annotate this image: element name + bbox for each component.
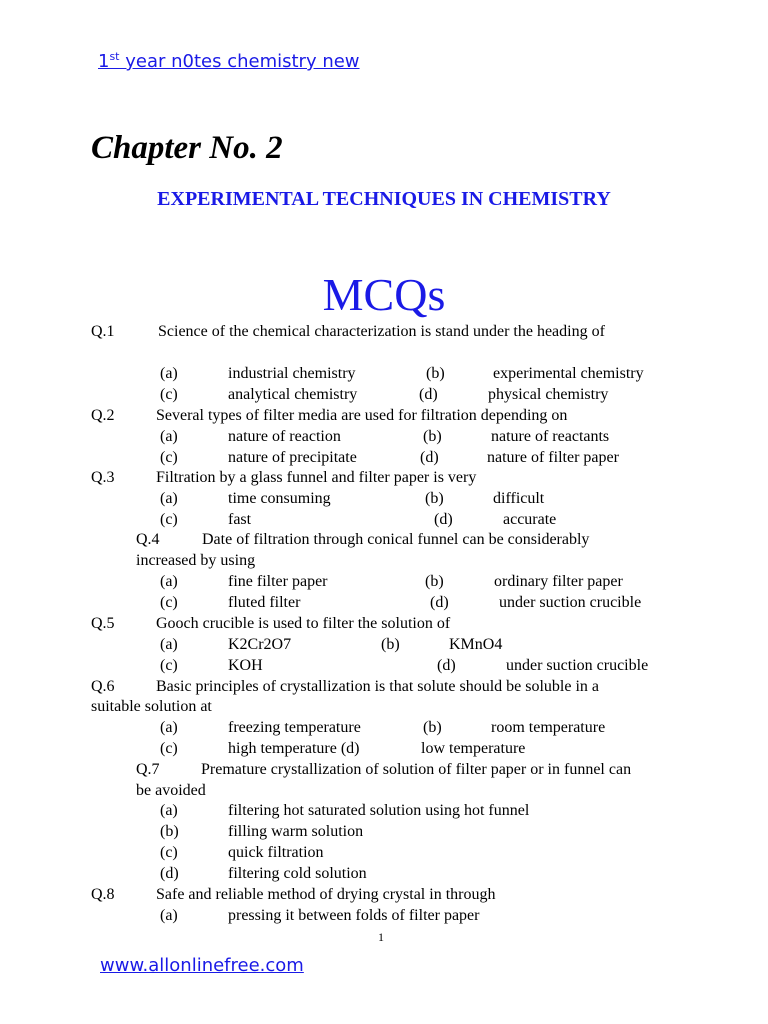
question-number: Q.6 bbox=[91, 678, 115, 695]
option-label: (a) bbox=[160, 490, 178, 507]
option-text: fast bbox=[228, 511, 252, 528]
question-text: Filtration by a glass funnel and filter paper is very bbox=[156, 469, 477, 486]
option-label: (c) bbox=[160, 657, 178, 674]
option-label: (a) bbox=[160, 802, 178, 819]
option-label: (c) bbox=[160, 740, 178, 757]
option-label: (b) bbox=[381, 636, 400, 653]
question-text: Gooch crucible is used to filter the solution of bbox=[156, 615, 451, 632]
option-label: (a) bbox=[160, 365, 178, 382]
question-text: Several types of filter media are used for filtration depending on bbox=[156, 407, 568, 424]
option-text: room temperature bbox=[491, 719, 606, 736]
header-link-prefix: 1 bbox=[98, 51, 110, 72]
option-label: (a) bbox=[160, 907, 178, 924]
option-text: nature of reactants bbox=[491, 428, 610, 445]
option-label: (a) bbox=[160, 636, 178, 653]
option-label: (d) bbox=[430, 594, 449, 611]
option-label: (b) bbox=[425, 490, 444, 507]
option-text: quick filtration bbox=[228, 844, 324, 861]
chapter-subtitle: EXPERIMENTAL TECHNIQUES IN CHEMISTRY bbox=[157, 188, 611, 210]
option-text: physical chemistry bbox=[488, 386, 609, 403]
question-text: Science of the chemical characterization is stand under the heading of bbox=[158, 323, 605, 340]
chapter-heading: Chapter No. 2 bbox=[91, 130, 283, 166]
option-text: KMnO4 bbox=[449, 636, 503, 653]
option-text: KOH bbox=[228, 657, 263, 674]
option-label: (d) bbox=[160, 865, 179, 882]
option-text: low temperature bbox=[421, 740, 526, 757]
option-text: high temperature (d) bbox=[228, 740, 360, 757]
option-label: (b) bbox=[160, 823, 179, 840]
option-label: (c) bbox=[160, 386, 178, 403]
mcq-title: MCQs bbox=[322, 269, 446, 320]
option-label: (a) bbox=[160, 719, 178, 736]
question-text: Basic principles of crystallization is that solute should be soluble in a bbox=[156, 678, 600, 695]
question-number: Q.7 bbox=[136, 761, 160, 778]
option-text: fine filter paper bbox=[228, 573, 328, 590]
option-text: time consuming bbox=[228, 490, 331, 507]
option-label: (d) bbox=[419, 386, 438, 403]
option-label: (b) bbox=[423, 428, 442, 445]
option-label: (b) bbox=[426, 365, 445, 382]
option-label: (b) bbox=[425, 573, 444, 590]
question-text: Date of filtration through conical funnel can be considerably bbox=[202, 531, 590, 548]
header-link[interactable] bbox=[98, 50, 360, 72]
option-text: fluted filter bbox=[228, 594, 301, 611]
question-text-continued: suitable solution at bbox=[91, 698, 212, 715]
option-label: (d) bbox=[437, 657, 456, 674]
option-text: industrial chemistry bbox=[228, 365, 356, 382]
header-link-superscript: st bbox=[109, 50, 120, 63]
page-number: 1 bbox=[378, 930, 384, 944]
question-number: Q.2 bbox=[91, 407, 115, 424]
question-number: Q.5 bbox=[91, 615, 115, 632]
question-number: Q.1 bbox=[91, 323, 115, 340]
option-text: ordinary filter paper bbox=[494, 573, 623, 590]
option-text: nature of precipitate bbox=[228, 449, 357, 466]
option-text: difficult bbox=[493, 490, 545, 507]
question-number: Q.4 bbox=[136, 531, 160, 548]
option-text: experimental chemistry bbox=[493, 365, 644, 382]
option-text: analytical chemistry bbox=[228, 386, 358, 403]
option-label: (d) bbox=[420, 449, 439, 466]
option-label: (a) bbox=[160, 428, 178, 445]
option-text: accurate bbox=[503, 511, 557, 528]
option-text: freezing temperature bbox=[228, 719, 361, 736]
option-label: (c) bbox=[160, 844, 178, 861]
option-text: under suction crucible bbox=[506, 657, 649, 674]
question-number: Q.8 bbox=[91, 886, 115, 903]
option-text: nature of reaction bbox=[228, 428, 341, 445]
question-text: Premature crystallization of solution of filter paper or in funnel can bbox=[201, 761, 632, 778]
option-label: (b) bbox=[423, 719, 442, 736]
question-number: Q.3 bbox=[91, 469, 115, 486]
option-label: (c) bbox=[160, 594, 178, 611]
option-text: nature of filter paper bbox=[487, 449, 619, 466]
option-label: (d) bbox=[434, 511, 453, 528]
option-text: filtering hot saturated solution using hot funnel bbox=[228, 802, 530, 819]
option-label: (c) bbox=[160, 449, 178, 466]
question-text-continued: increased by using bbox=[136, 552, 256, 569]
option-text: filling warm solution bbox=[228, 823, 364, 840]
option-label: (a) bbox=[160, 573, 178, 590]
option-text: under suction crucible bbox=[499, 594, 642, 611]
option-text: pressing it between folds of filter paper bbox=[228, 907, 480, 924]
footer-link[interactable]: www.allonlinefree.com bbox=[100, 955, 304, 976]
option-text: filtering cold solution bbox=[228, 865, 367, 882]
question-text-continued: be avoided bbox=[136, 782, 206, 799]
option-label: (c) bbox=[160, 511, 178, 528]
question-text: Safe and reliable method of drying crystal in through bbox=[156, 886, 496, 903]
option-text: K2Cr2O7 bbox=[228, 636, 292, 653]
header-link-text: year n0tes chemistry new bbox=[119, 51, 360, 72]
